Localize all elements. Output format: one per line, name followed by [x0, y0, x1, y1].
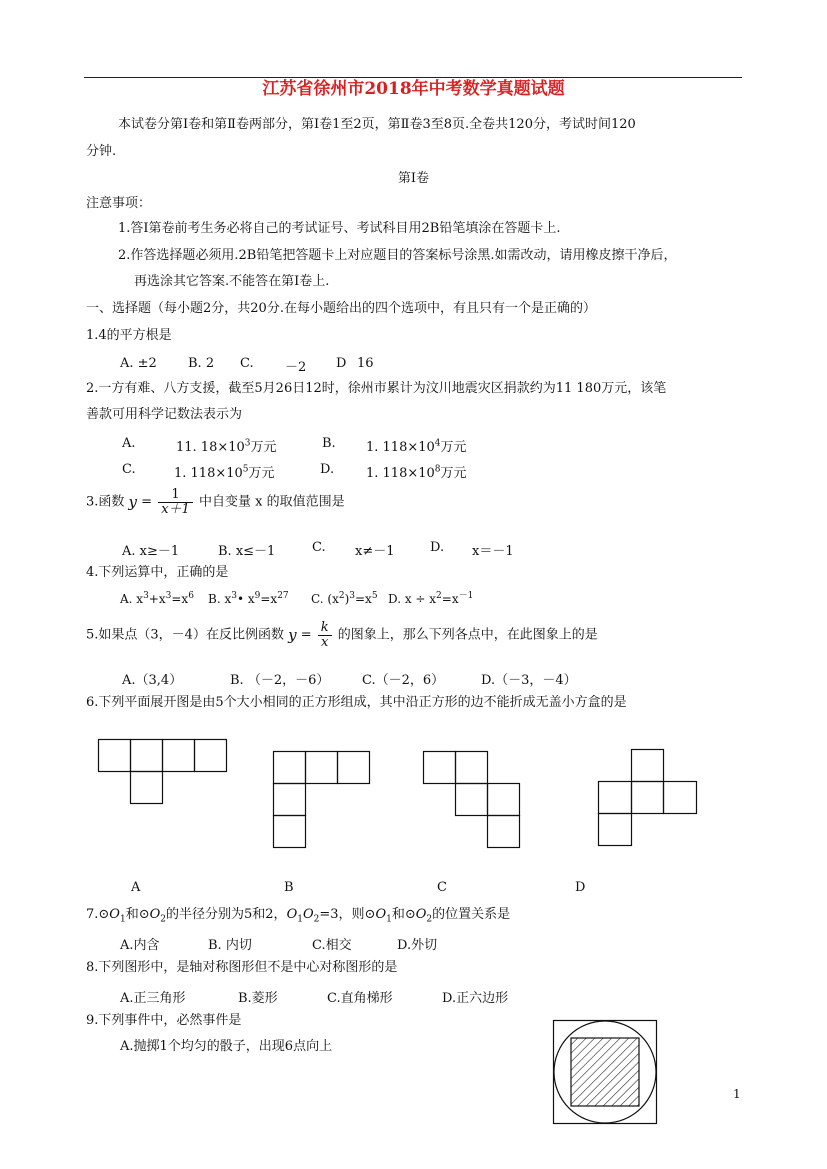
q5-option-c: C.（－2，6）: [362, 673, 445, 688]
q6-net-b: [273, 751, 371, 849]
q1-option-c-value: －2: [285, 360, 307, 375]
q2-stem-line-1: 2.一方有难、八方支援，截至5月26日12时，徐州市累计为汶川地震灾区捐款约为11 180万元，该笔: [86, 381, 667, 396]
q9-target-figure: [553, 1020, 657, 1124]
q8-stem: 8.下列图形中，是轴对称图形但不是中心对称图形的是: [86, 960, 398, 975]
q5-stem: 5.如果点（3，－4）在反比例函数 y = $\frac{k}{x}$ 的图象上，那么下列各点中，在此图象上的是: [86, 620, 598, 651]
q2-option-d-label: D.: [320, 462, 335, 477]
q3-option-c-label: C.: [312, 540, 326, 555]
q5-option-d: D.（－3，－4）: [481, 673, 577, 688]
intro-line-1: 本试卷分第Ⅰ卷和第Ⅱ卷两部分，第Ⅰ卷1至2页，第Ⅱ卷3至8页.全卷共120分，考试时间120: [118, 117, 636, 132]
header-rule: [84, 77, 742, 78]
q4-option-a: A. $x^3+x^3=x^6$: [120, 591, 194, 606]
q6-net-d: [598, 749, 698, 847]
q9-stem: 9.下列事件中，必然事件是: [86, 1013, 242, 1028]
q8-option-c: C.直角梯形: [327, 991, 393, 1006]
q3-option-c-value: x≠－1: [355, 544, 395, 559]
q5-fraction: $\frac{k}{x}$: [318, 621, 332, 651]
page-title: 江苏省徐州市2018年中考数学真题试题: [262, 79, 565, 99]
q2-option-a-label: A.: [122, 436, 136, 451]
q1-option-d-label: D: [336, 356, 347, 371]
q4-stem: 4.下列运算中，正确的是: [86, 565, 229, 580]
q3-option-d-value: x＝－1: [472, 544, 514, 559]
q2-option-c-value: 1. $118\times 10^5$万元: [174, 464, 275, 481]
q8-option-d: D.正六边形: [442, 991, 509, 1006]
q7-option-c: C.相交: [312, 938, 352, 953]
q2-option-b-value: 1. $118\times 10^4$万元: [366, 438, 467, 455]
q3-option-b: B. x≤－1: [218, 544, 276, 559]
q2-option-b-label: B.: [322, 436, 336, 451]
q6-net-c: [423, 751, 521, 849]
q8-option-b: B.菱形: [238, 991, 278, 1006]
q8-option-a: A.正三角形: [120, 991, 186, 1006]
q3-option-a: A. x≥－1: [122, 544, 180, 559]
q3-stem: 3.函数 y = $\frac{1}{x+1}$ 中自变量 x 的取值范围是: [86, 487, 345, 518]
page-number: 1: [733, 1087, 741, 1101]
notice-item-1: 1.答Ⅰ第卷前考生务必将自己的考试证号、考试科目用2B铅笔填涂在答题卡上.: [118, 221, 561, 236]
notice-item-2b: 再选涂其它答案.不能答在第Ⅰ卷上.: [134, 274, 330, 289]
notice-item-2a: 2.作答选择题必须用.2B铅笔把答题卡上对应题目的答案标号涂黑.如需改动，请用橡皮擦干净后，: [118, 248, 677, 263]
q1-option-a: A. ±2: [120, 356, 157, 371]
q6-net-a: [98, 739, 228, 803]
intro-line-2: 分钟.: [86, 144, 117, 159]
q2-option-d-value: 1. $118\times 10^8$万元: [366, 464, 467, 481]
q4-option-c: C. $(x^2)^3=x^5$: [311, 591, 378, 606]
q7-option-d: D.外切: [397, 938, 438, 953]
q5-option-b: B. （－2，－6）: [230, 673, 330, 688]
q3-option-d-label: D.: [430, 540, 445, 555]
notice-heading: 注意事项：: [86, 196, 152, 211]
q6-label-d: D: [575, 880, 586, 895]
q1-option-d-value: 16: [357, 356, 374, 371]
q1-stem: 1.4的平方根是: [86, 328, 172, 343]
q7-stem: $7.⊙O_1$和$⊙O_2$的半径分别为5和2，$O_1O_2=3$，则$⊙O_1$和$⊙O_2$的位置关系是: [86, 907, 511, 925]
q2-stem-line-2: 善款可用科学记数法表示为: [86, 407, 243, 422]
q9-option-a: A.抛掷1个均匀的骰子，出现6点向上: [120, 1039, 333, 1054]
q1-option-c-label: C.: [240, 356, 254, 371]
q4-option-d: D. $x \div x^2=x^{-1}$: [388, 591, 474, 606]
q5-option-a: A.（3,4）: [122, 673, 183, 688]
q6-label-b: B: [284, 880, 294, 895]
q3-fraction: $\frac{1}{x+1}$: [158, 488, 193, 518]
q6-stem: 6.下列平面展开图是由5个大小相同的正方形组成，其中沿正方形的边不能折成无盖小方盒的是: [86, 695, 627, 710]
q6-label-c: C: [437, 880, 447, 895]
section-heading: 一、选择题（每小题2分，共20分.在每小题给出的四个选项中，有且只有一个是正确的）: [86, 301, 596, 316]
q2-option-c-label: C.: [122, 462, 136, 477]
q2-option-a-value: 11. $18\times 10^3$万元: [176, 438, 277, 455]
q7-option-a: A.内含: [120, 938, 160, 953]
q6-label-a: A: [131, 880, 141, 895]
q4-option-b: B. $x^3•$ $x^9=x^{27}$: [208, 591, 289, 606]
q1-option-b: B. 2: [188, 356, 215, 371]
q7-option-b: B. 内切: [208, 938, 252, 953]
volume-heading: 第Ⅰ卷: [397, 171, 430, 186]
